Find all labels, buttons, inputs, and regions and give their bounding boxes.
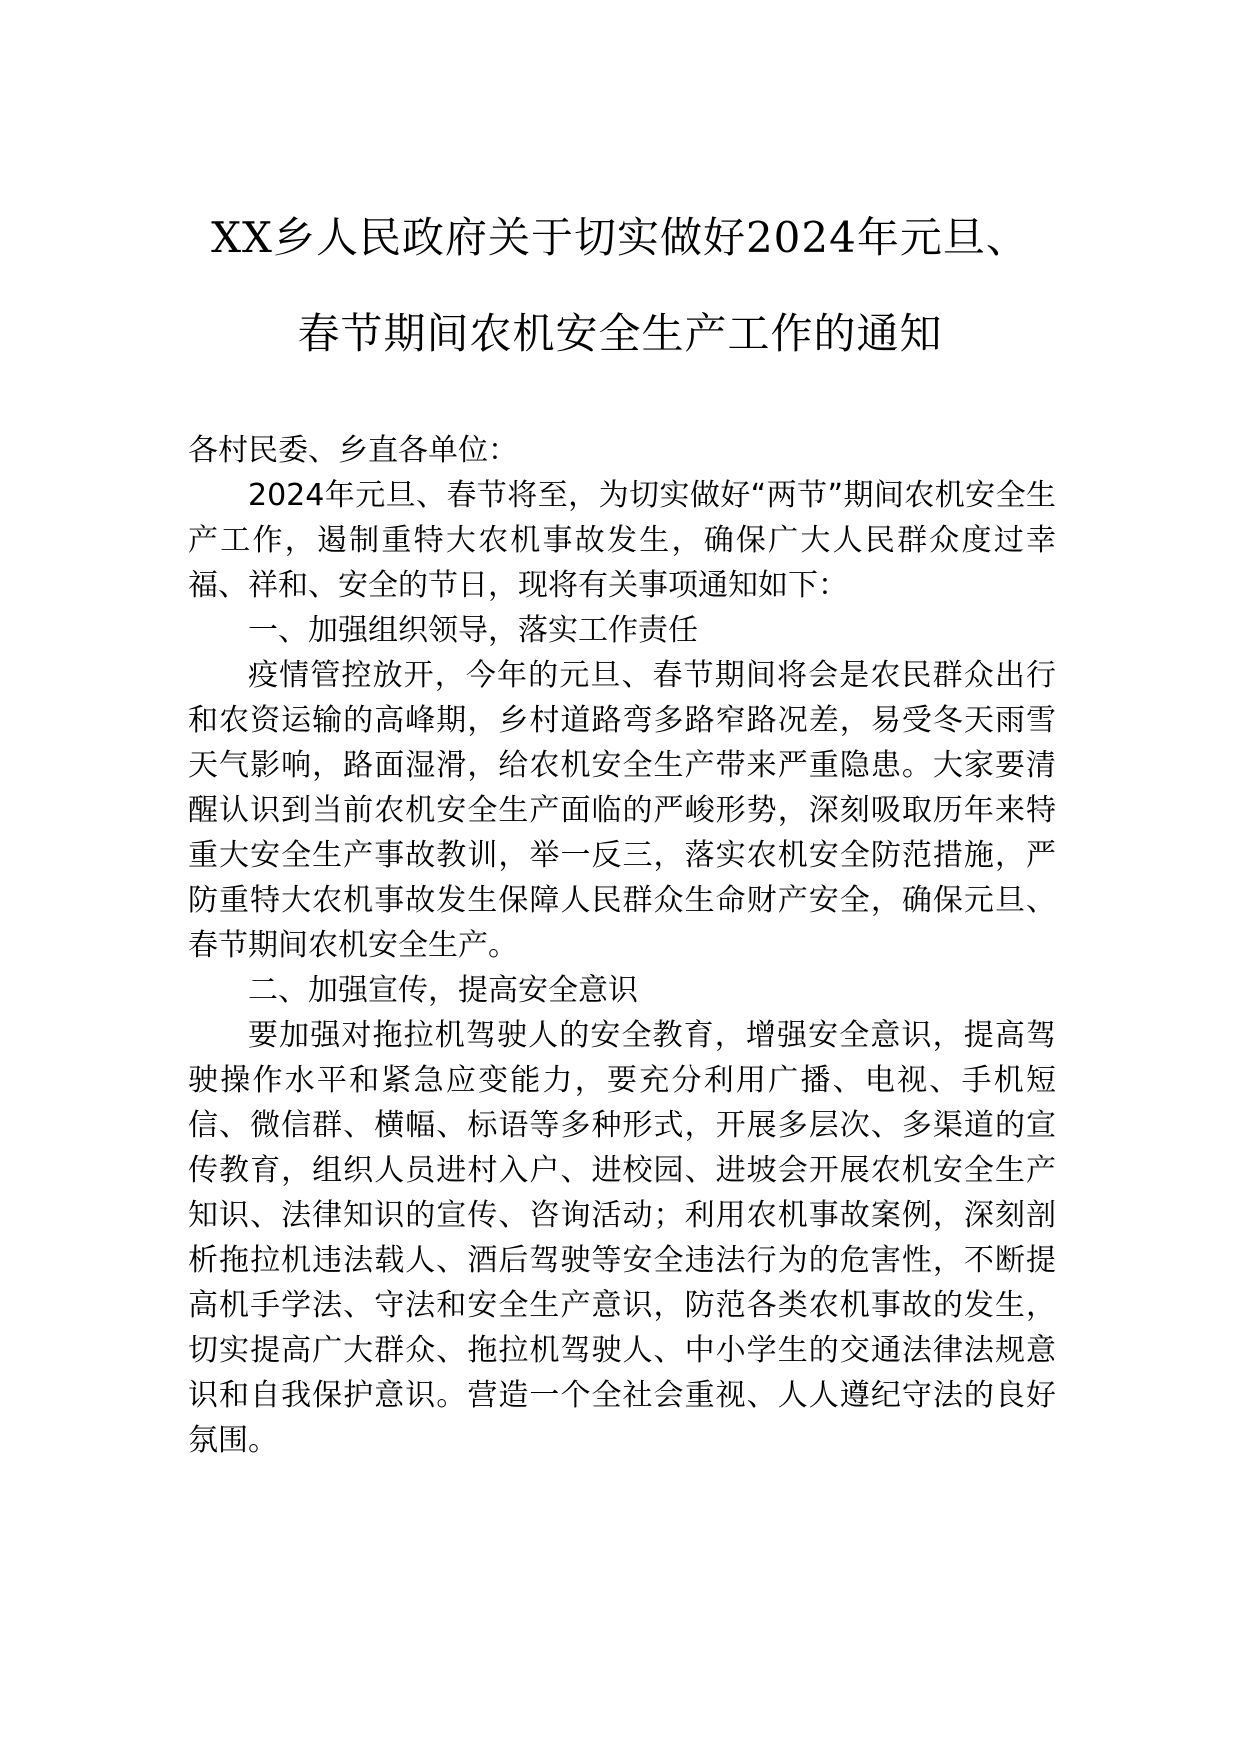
section-1-body: 疫情管控放开，今年的元旦、春节期间将会是农民群众出行和农资运输的高峰期，乡村道路弯多路窄路况差，易受冬天雨雪天气影响，路面湿滑，给农机安全生产带来严重隐患。大家要清醒认识到当前农机安全生产面临的严峻形势，深刻吸取历年来特重大安全生产事故教训，举一反三，落实农机安全防范措施，严防重特大农机事故发生保障人民群众生命财产安全，确保元旦、春节期间农机安全生产。	[188, 658, 1056, 963]
document-body	[188, 428, 1056, 1463]
document-title	[100, 190, 1140, 382]
intro-paragraph: 2024年元旦、春节将至，为切实做好“两节”期间农机安全生产工作，遏制重特大农机事故发生，确保广大人民群众度过幸福、祥和、安全的节日，现将有关事项通知如下：	[188, 478, 1056, 603]
section-2-heading: 二、加强宣传，提高安全意识	[248, 973, 638, 1008]
section-2-body: 要加强对拖拉机驾驶人的安全教育，增强安全意识，提高驾驶操作水平和紧急应变能力，要充分利用广播、电视、手机短信、微信群、横幅、标语等多种形式，开展多层次、多渠道的宣传教育，组织人员进村入户、进校园、进坡会开展农机安全生产知识、法律知识的宣传、咨询活动；利用农机事故案例，深刻剖析拖拉机违法载人、酒后驾驶等安全违法行为的危害性，不断提高机手学法、守法和安全生产意识，防范各类农机事故的发生，切实提高广大群众、拖拉机驾驶人、中小学生的交通法律法规意识和自我保护意识。营造一个全社会重视、人人遵纪守法的良好氛围。	[188, 1018, 1056, 1458]
salutation: 各村民委、乡直各单位：	[188, 433, 518, 468]
section-1-heading: 一、加强组织领导，落实工作责任	[248, 613, 698, 648]
title-line-2: 春节期间农机安全生产工作的通知	[297, 309, 943, 358]
title-line-1: XX乡人民政府关于切实做好2024年元旦、	[211, 213, 1029, 262]
